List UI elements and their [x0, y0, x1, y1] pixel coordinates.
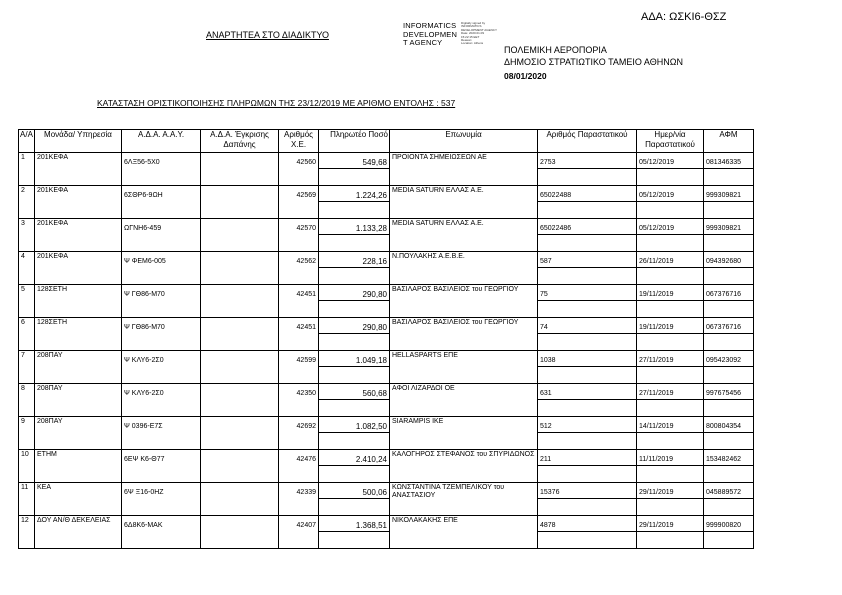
cell-amount	[319, 318, 390, 351]
cell-value: 1.368,51	[355, 521, 387, 530]
cell-value: 4	[21, 253, 25, 260]
cell-value: 6ΣΘΡ6-9ΩΗ	[124, 192, 163, 199]
cell-value: 1	[21, 154, 25, 161]
cell-unit	[35, 483, 122, 516]
cell-invoice-date	[637, 219, 704, 252]
table-row	[19, 285, 754, 318]
report-title: ΚΑΤΑΣΤΑΣΗ ΟΡΙΣΤΙΚΟΠΟΙΗΣΗΣ ΠΛΗΡΩΜΩΝ ΤΗΣ 23/12/2019 ΜΕ ΑΡΙΘΜΟ ΕΝΤΟΛΗΣ : 537	[97, 98, 456, 108]
cell-invoice-no	[538, 285, 637, 318]
cell-afm	[704, 285, 754, 318]
cell-ada-approval	[201, 483, 279, 516]
cell-unit	[35, 153, 122, 186]
cell-ada-approval	[201, 450, 279, 483]
cell-ada	[122, 285, 201, 318]
cell-value: 999309821	[706, 192, 742, 199]
cell-value: HELLASPARTS ΕΠΕ	[392, 352, 458, 359]
cell-value: 094392680	[706, 258, 742, 265]
cell-value: 42350	[296, 390, 316, 397]
ada-code: ΑΔΑ: ΩΣΚΙ6-ΘΣΖ	[641, 11, 727, 23]
cell-ada-approval	[201, 351, 279, 384]
cell-ada	[122, 153, 201, 186]
cell-amount	[319, 186, 390, 219]
cell-invoice-date	[637, 318, 704, 351]
cell-aa	[19, 219, 35, 252]
cell-value: 42599	[296, 357, 316, 364]
cell-value: 067376716	[706, 291, 742, 298]
cell-value: 19/11/2019	[639, 291, 674, 298]
cell-ada-approval	[201, 384, 279, 417]
cell-value: ΩΓΝΗ6-459	[124, 225, 162, 232]
cell-amount	[319, 384, 390, 417]
cell-invoice-date	[637, 450, 704, 483]
col-header-beneficiary: Επωνυμία	[390, 130, 538, 153]
cell-ada	[122, 516, 201, 549]
cell-value: Ψ ΚΛΥ6-2Σ0	[124, 390, 164, 397]
document-date: 08/01/2020	[504, 71, 547, 81]
cell-value: 549,68	[362, 158, 387, 167]
cell-unit	[35, 450, 122, 483]
logo-fine-print: Digitally signed by INFORMATICS DEVELOPMENT AGENCY Date: 2020.01.09 15:22:15 EET Reason: Location: Athens	[461, 21, 497, 46]
cell-invoice-date	[637, 252, 704, 285]
publish-note: ΑΝΑΡΤΗΤΕΑ ΣΤΟ ΔΙΑΔΙΚΤΥΟ	[206, 30, 329, 40]
cell-ada	[122, 417, 201, 450]
col-header-invoice-no: Αριθμός Παραστατικού	[538, 130, 637, 153]
cell-value: 560,68	[362, 389, 387, 398]
logo-text-line: INFORMATICS	[403, 21, 457, 30]
cell-num-xe	[279, 417, 319, 450]
table-row	[19, 219, 754, 252]
cell-value: 14/11/2019	[639, 423, 674, 430]
table-row	[19, 252, 754, 285]
cell-unit	[35, 252, 122, 285]
cell-value: 05/12/2019	[639, 225, 675, 232]
cell-value: Ψ ΓΘ86-Μ70	[124, 324, 165, 331]
cell-beneficiary	[390, 219, 538, 252]
cell-num-xe	[279, 483, 319, 516]
cell-invoice-no	[538, 483, 637, 516]
payments-table	[18, 129, 754, 549]
cell-value: 587	[540, 258, 552, 265]
cell-aa	[19, 417, 35, 450]
cell-ada	[122, 186, 201, 219]
table-row	[19, 516, 754, 549]
cell-value: 211	[540, 456, 552, 463]
cell-value: ΑΦΟΙ ΛΙΖΑΡΔΟΙ ΟΕ	[392, 385, 455, 392]
cell-value: 4878	[540, 522, 556, 529]
cell-value: 42569	[296, 192, 316, 199]
table-row	[19, 483, 754, 516]
cell-beneficiary	[390, 252, 538, 285]
cell-value: Ψ 0396-Ε7Σ	[124, 423, 163, 430]
cell-invoice-no	[538, 219, 637, 252]
cell-value: 201ΚΕΦΑ	[37, 154, 69, 161]
cell-value: Ν.ΠΟΥΛΑΚΗΣ Α.Ε.Β.Ε.	[392, 253, 465, 260]
cell-value: 42451	[296, 291, 316, 298]
cell-value: 10	[21, 451, 29, 458]
cell-value: 997675456	[706, 390, 742, 397]
cell-value: Ψ ΦΕΜ6-005	[124, 258, 166, 265]
table-row	[19, 417, 754, 450]
cell-value: 42692	[296, 423, 316, 430]
col-header-num-xe: Αριθμός Χ.Ε.	[279, 130, 319, 153]
cell-num-xe	[279, 318, 319, 351]
cell-value: 2.410,24	[355, 455, 387, 464]
cell-invoice-no	[538, 417, 637, 450]
cell-invoice-no	[538, 351, 637, 384]
cell-amount	[319, 483, 390, 516]
cell-afm	[704, 417, 754, 450]
org-name: ΠΟΛΕΜΙΚΗ ΑΕΡΟΠΟΡΙΑ	[504, 45, 607, 55]
cell-invoice-date	[637, 285, 704, 318]
cell-value: 2753	[540, 159, 556, 166]
table-header-row	[19, 130, 754, 153]
cell-invoice-date	[637, 417, 704, 450]
cell-value: 11/11/2019	[639, 456, 673, 463]
cell-ada-approval	[201, 219, 279, 252]
col-header-ada-approval: Α.Δ.Α. Έγκρισης Δαπάνης	[201, 130, 279, 153]
table-row	[19, 384, 754, 417]
cell-value: 42570	[296, 225, 316, 232]
cell-ada	[122, 384, 201, 417]
cell-beneficiary	[390, 516, 538, 549]
cell-aa	[19, 384, 35, 417]
cell-afm	[704, 219, 754, 252]
cell-num-xe	[279, 153, 319, 186]
cell-ada	[122, 318, 201, 351]
org-unit: ΔΗΜΟΣΙΟ ΣΤΡΑΤΙΩΤΙΚΟ ΤΑΜΕΙΟ ΑΘΗΝΩΝ	[504, 57, 683, 67]
cell-aa	[19, 516, 35, 549]
cell-value: 1.049,18	[355, 356, 387, 365]
cell-aa	[19, 318, 35, 351]
cell-amount	[319, 153, 390, 186]
cell-ada-approval	[201, 252, 279, 285]
cell-aa	[19, 450, 35, 483]
col-header-amount: Πληρωτέο Ποσό	[319, 130, 390, 153]
cell-afm	[704, 384, 754, 417]
cell-value: 75	[540, 291, 548, 298]
cell-value: 6ΛΞ56-5Χ0	[124, 159, 160, 166]
cell-aa	[19, 483, 35, 516]
cell-ada-approval	[201, 153, 279, 186]
logo-text-line: T AGENCY	[403, 38, 443, 48]
cell-unit	[35, 285, 122, 318]
cell-value: 5	[21, 286, 25, 293]
cell-unit	[35, 417, 122, 450]
cell-value: 631	[540, 390, 552, 397]
table-row	[19, 186, 754, 219]
cell-afm	[704, 450, 754, 483]
cell-invoice-date	[637, 516, 704, 549]
cell-amount	[319, 252, 390, 285]
cell-value: 42339	[296, 489, 316, 496]
cell-value: Ψ ΓΘ86-Μ70	[124, 291, 165, 298]
logo-text-line: DEVELOPMEN	[403, 29, 458, 39]
cell-invoice-no	[538, 516, 637, 549]
cell-value: 27/11/2019	[639, 390, 674, 397]
cell-value: ΚΑΛΟΓΗΡΟΣ ΣΤΕΦΑΝΟΣ του ΣΠΥΡΙΔΩΝΟΣ	[392, 451, 535, 458]
cell-beneficiary	[390, 417, 538, 450]
cell-value: ΔΟΥ ΑΝ/Θ ΔΕΚΕΛΕΙΑΣ	[37, 517, 111, 524]
cell-ada	[122, 483, 201, 516]
cell-num-xe	[279, 252, 319, 285]
cell-value: Ψ ΚΛΥ6-2Σ0	[124, 357, 164, 364]
cell-value: 208ΠΑΥ	[37, 385, 63, 392]
cell-invoice-date	[637, 153, 704, 186]
cell-afm	[704, 351, 754, 384]
cell-ada-approval	[201, 285, 279, 318]
cell-ada-approval	[201, 417, 279, 450]
cell-value: 9	[21, 418, 25, 425]
cell-invoice-no	[538, 252, 637, 285]
cell-afm	[704, 318, 754, 351]
cell-beneficiary	[390, 384, 538, 417]
cell-value: 29/11/2019	[639, 522, 674, 529]
cell-value: 1.133,28	[355, 224, 387, 233]
cell-invoice-no	[538, 384, 637, 417]
cell-value: 290,80	[362, 323, 387, 332]
cell-value: 29/11/2019	[639, 489, 674, 496]
cell-beneficiary	[390, 153, 538, 186]
cell-value: 6	[21, 319, 25, 326]
cell-value: 290,80	[362, 290, 387, 299]
cell-value: ΝΙΚΟΛΑΚΑΚΗΣ ΕΠΕ	[392, 517, 458, 524]
cell-ada-approval	[201, 318, 279, 351]
cell-amount	[319, 450, 390, 483]
cell-value: 05/12/2019	[639, 192, 675, 199]
cell-value: 1.082,50	[355, 422, 387, 431]
cell-value: 208ΠΑΥ	[37, 352, 63, 359]
cell-value: 27/11/2019	[639, 357, 674, 364]
cell-value: 42560	[296, 159, 316, 166]
cell-value: ΕΤΗΜ	[37, 451, 57, 458]
cell-value: 65022486	[540, 225, 572, 232]
cell-value: SIARAMPIS ΙΚΕ	[392, 418, 444, 425]
cell-ada	[122, 450, 201, 483]
cell-num-xe	[279, 384, 319, 417]
cell-amount	[319, 516, 390, 549]
cell-ada	[122, 252, 201, 285]
cell-num-xe	[279, 219, 319, 252]
cell-ada-approval	[201, 516, 279, 549]
cell-value: 15376	[540, 489, 560, 496]
cell-value: ΚΕΑ	[37, 484, 52, 491]
cell-num-xe	[279, 516, 319, 549]
cell-invoice-date	[637, 351, 704, 384]
cell-value: 26/11/2019	[639, 258, 674, 265]
cell-value: 800804354	[706, 423, 742, 430]
cell-aa	[19, 252, 35, 285]
cell-beneficiary	[390, 351, 538, 384]
cell-amount	[319, 351, 390, 384]
cell-num-xe	[279, 285, 319, 318]
cell-value: 045889572	[706, 489, 742, 496]
cell-value: 208ΠΑΥ	[37, 418, 63, 425]
cell-unit	[35, 318, 122, 351]
cell-value: 11	[21, 484, 29, 491]
cell-beneficiary	[390, 318, 538, 351]
cell-value: 500,06	[362, 488, 387, 497]
cell-beneficiary	[390, 186, 538, 219]
col-header-invoice-date: Ημερ/νία Παραστατικού	[637, 130, 704, 153]
col-header-ada: Α.Δ.Α. Α.Α.Υ.	[122, 130, 201, 153]
cell-value: 42476	[296, 456, 316, 463]
cell-value: ΚΩΝΣΤΑΝΤΙΝΑ ΤΖΕΜΠΕΛΙΚΟΥ του ΑΝΑΣΤΑΣΙΟΥ	[392, 484, 505, 499]
col-header-afm: ΑΦΜ	[704, 130, 754, 153]
table-row	[19, 450, 754, 483]
cell-afm	[704, 186, 754, 219]
cell-value: MEDIA SATURN ΕΛΛΑΣ Α.Ε.	[392, 187, 484, 194]
cell-unit	[35, 186, 122, 219]
cell-unit	[35, 516, 122, 549]
cell-value: MEDIA SATURN ΕΛΛΑΣ Α.Ε.	[392, 220, 484, 227]
cell-value: 74	[540, 324, 548, 331]
col-header-unit: Μονάδα/ Υπηρεσία	[35, 130, 122, 153]
cell-invoice-date	[637, 186, 704, 219]
cell-value: 067376716	[706, 324, 742, 331]
cell-amount	[319, 417, 390, 450]
cell-unit	[35, 351, 122, 384]
cell-value: 512	[540, 423, 552, 430]
cell-unit	[35, 219, 122, 252]
cell-invoice-no	[538, 186, 637, 219]
cell-value: 999900820	[706, 522, 742, 529]
cell-value: 128ΣΕΤΗ	[37, 319, 68, 326]
cell-value: 05/12/2019	[639, 159, 675, 166]
cell-value: 6Δ8Κ6-ΜΑΚ	[124, 522, 163, 529]
cell-aa	[19, 351, 35, 384]
cell-value: 8	[21, 385, 25, 392]
cell-afm	[704, 153, 754, 186]
cell-unit	[35, 384, 122, 417]
cell-value: 65022488	[540, 192, 572, 199]
cell-aa	[19, 186, 35, 219]
col-header-aa: Α/Α	[19, 130, 35, 153]
cell-value: 42451	[296, 324, 316, 331]
cell-ada	[122, 351, 201, 384]
cell-value: 6Ψ Ξ16-0ΗΖ	[124, 489, 164, 496]
cell-value: ΒΑΣΙΛΑΡΟΣ ΒΑΣΙΛΕΙΟΣ του ΓΕΩΡΓΙΟΥ	[392, 286, 519, 293]
cell-amount	[319, 219, 390, 252]
cell-ada	[122, 219, 201, 252]
cell-value: 1038	[540, 357, 556, 364]
cell-value: 3	[21, 220, 25, 227]
cell-afm	[704, 483, 754, 516]
cell-value: 6ΕΨ Κ6-Θ77	[124, 456, 165, 463]
cell-value: 7	[21, 352, 25, 359]
cell-afm	[704, 516, 754, 549]
cell-num-xe	[279, 186, 319, 219]
cell-amount	[319, 285, 390, 318]
cell-invoice-no	[538, 318, 637, 351]
cell-invoice-no	[538, 450, 637, 483]
cell-beneficiary	[390, 450, 538, 483]
cell-aa	[19, 285, 35, 318]
cell-invoice-date	[637, 483, 704, 516]
cell-value: ΒΑΣΙΛΑΡΟΣ ΒΑΣΙΛΕΙΟΣ του ΓΕΩΡΓΙΟΥ	[392, 319, 519, 326]
cell-value: 1.224,26	[355, 191, 387, 200]
cell-value: 12	[21, 517, 29, 524]
informatics-logo	[403, 22, 503, 54]
cell-beneficiary	[390, 483, 538, 516]
cell-invoice-date	[637, 384, 704, 417]
cell-value: ΠΡΟΙΟΝΤΑ ΣΗΜΕΙΩΣΕΩΝ ΑΕ	[392, 154, 487, 161]
cell-value: 128ΣΕΤΗ	[37, 286, 68, 293]
cell-num-xe	[279, 450, 319, 483]
cell-afm	[704, 252, 754, 285]
table-row	[19, 153, 754, 186]
cell-value: 42407	[296, 522, 316, 529]
cell-aa	[19, 153, 35, 186]
table-row	[19, 351, 754, 384]
cell-value: 201ΚΕΦΑ	[37, 253, 69, 260]
cell-ada-approval	[201, 186, 279, 219]
cell-value: 42562	[296, 258, 316, 265]
cell-value: 228,16	[362, 257, 387, 266]
cell-num-xe	[279, 351, 319, 384]
cell-value: 081346335	[706, 159, 742, 166]
cell-value: 19/11/2019	[639, 324, 674, 331]
cell-value: 201ΚΕΦΑ	[37, 220, 69, 227]
cell-value: 095423092	[706, 357, 742, 364]
table-row	[19, 318, 754, 351]
cell-value: 999309821	[706, 225, 742, 232]
cell-value: 201ΚΕΦΑ	[37, 187, 69, 194]
cell-invoice-no	[538, 153, 637, 186]
cell-value: 153482462	[706, 456, 742, 463]
cell-beneficiary	[390, 285, 538, 318]
cell-value: 2	[21, 187, 25, 194]
